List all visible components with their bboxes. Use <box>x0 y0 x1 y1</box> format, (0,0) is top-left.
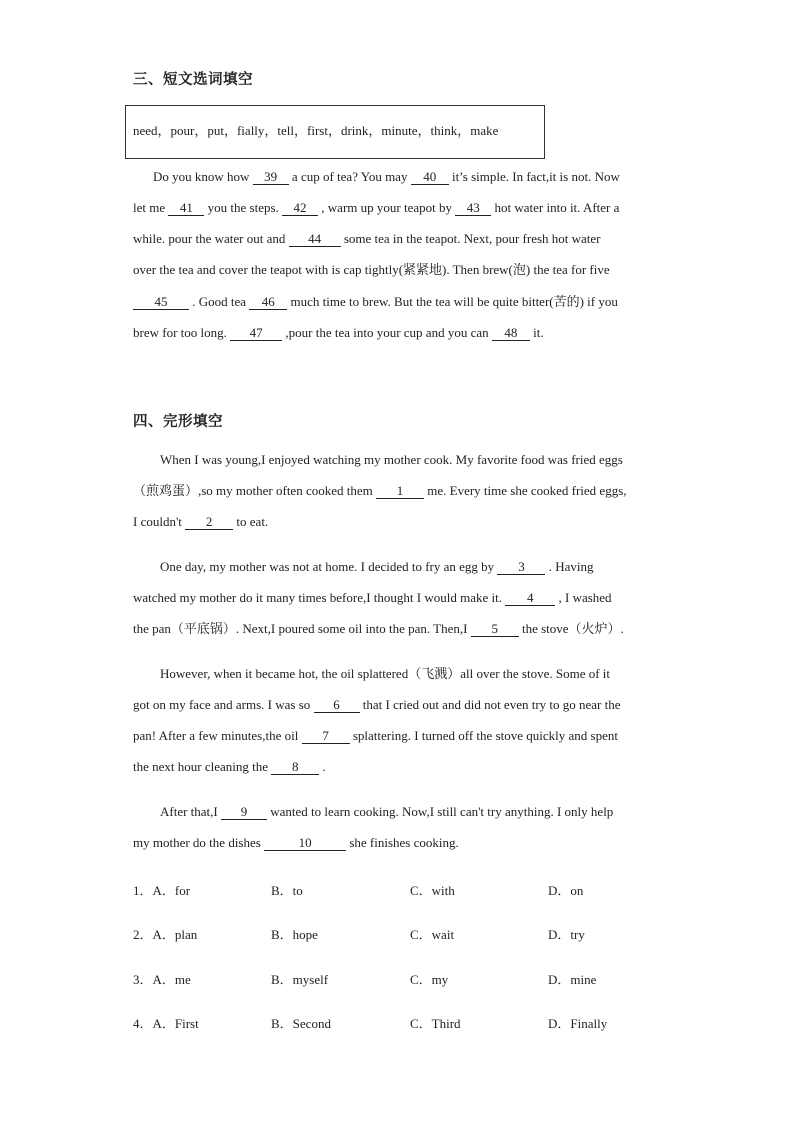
passage-line: Do you know how 39 a cup of tea? You may 40 it’s simple. In fact,it is not. Now <box>153 169 620 184</box>
passage-line: pan! After a few minutes,the oil 7 splattering. I turned off the stove quickly and spent <box>133 728 618 743</box>
option-a[interactable]: 2．A．plan <box>133 927 198 942</box>
blank-10[interactable]: 10 <box>264 836 346 851</box>
word-bank-box <box>125 105 545 159</box>
blank-47[interactable]: 47 <box>230 326 282 341</box>
blank-45[interactable]: 45 <box>133 295 189 310</box>
option-c[interactable]: C．Third <box>410 1016 461 1031</box>
option-d[interactable]: D．on <box>548 883 584 898</box>
option-a[interactable]: 1．A．for <box>133 883 191 898</box>
passage-line: while. pour the water out and 44 some tea in the teapot. Next, pour fresh hot water <box>133 231 601 246</box>
passage-line: When I was young,I enjoyed watching my mother cook. My favorite food was fried eggs <box>160 452 623 467</box>
blank-42[interactable]: 42 <box>282 201 318 216</box>
passage-line: One day, my mother was not at home. I decided to fry an egg by 3 . Having <box>160 559 594 574</box>
option-a[interactable]: 4．A．First <box>133 1016 199 1031</box>
blank-44[interactable]: 44 <box>289 232 341 247</box>
passage-line: I couldn't 2 to eat. <box>133 514 269 529</box>
passage-line: brew for too long. 47 ,pour the tea into your cup and you can 48 it. <box>133 325 544 340</box>
passage-line: After that,I 9 wanted to learn cooking. Now,I still can't try anything. I only help <box>160 804 614 819</box>
option-c[interactable]: C．wait <box>410 927 455 942</box>
option-d[interactable]: D．Finally <box>548 1016 608 1031</box>
option-b[interactable]: B．hope <box>271 927 318 942</box>
option-b[interactable]: B．to <box>271 883 303 898</box>
option-a[interactable]: 3．A．me <box>133 972 191 987</box>
option-d[interactable]: D．mine <box>548 972 597 987</box>
blank-4[interactable]: 4 <box>505 591 555 606</box>
word-bank-text: need，pour，put，fially，tell，first，drink，minute，think，make <box>133 123 499 138</box>
blank-9[interactable]: 9 <box>221 805 267 820</box>
option-c[interactable]: C．my <box>410 972 449 987</box>
blank-48[interactable]: 48 <box>492 326 530 341</box>
passage-line: over the tea and cover the teapot with is cap tightly(紧紧地). Then brew(泡) the tea for five <box>133 262 610 277</box>
option-c[interactable]: C．with <box>410 883 455 898</box>
passage-line: my mother do the dishes 10 she finishes cooking. <box>133 835 459 850</box>
passage-line: let me 41 you the steps. 42 , warm up your teapot by 43 hot water into it. After a <box>133 200 620 215</box>
option-b[interactable]: B．myself <box>271 972 329 987</box>
passage-line: 45 . Good tea 46 much time to brew. But the tea will be quite bitter(苦的) if you <box>133 294 618 310</box>
passage-line: the next hour cleaning the 8 . <box>133 759 326 774</box>
passage-line: However, when it became hot, the oil splattered（飞溅）all over the stove. Some of it <box>160 666 611 681</box>
blank-1[interactable]: 1 <box>376 484 424 499</box>
option-d[interactable]: D．try <box>548 927 585 942</box>
section-heading-3: 三、短文选词填空 <box>133 72 253 88</box>
blank-2[interactable]: 2 <box>185 515 233 530</box>
blank-39[interactable]: 39 <box>253 170 289 185</box>
passage-line: got on my face and arms. I was so 6 that I cried out and did not even try to go near the <box>133 697 621 712</box>
option-b[interactable]: B．Second <box>271 1016 331 1031</box>
blank-40[interactable]: 40 <box>411 170 449 185</box>
blank-46[interactable]: 46 <box>249 295 287 310</box>
blank-43[interactable]: 43 <box>455 201 491 216</box>
blank-5[interactable]: 5 <box>471 622 519 637</box>
blank-8[interactable]: 8 <box>271 760 319 775</box>
passage-line: （煎鸡蛋）,so my mother often cooked them 1 me. Every time she cooked fried eggs, <box>133 483 627 498</box>
section-heading-4: 四、完形填空 <box>133 414 223 430</box>
blank-6[interactable]: 6 <box>314 698 360 713</box>
blank-3[interactable]: 3 <box>497 560 545 575</box>
blank-41[interactable]: 41 <box>168 201 204 216</box>
passage-line: watched my mother do it many times before,I thought I would make it. 4 , I washed <box>133 590 612 605</box>
passage-line: the pan（平底锅）. Next,I poured some oil into the pan. Then,I 5 the stove（火炉）. <box>133 621 624 636</box>
blank-7[interactable]: 7 <box>302 729 350 744</box>
